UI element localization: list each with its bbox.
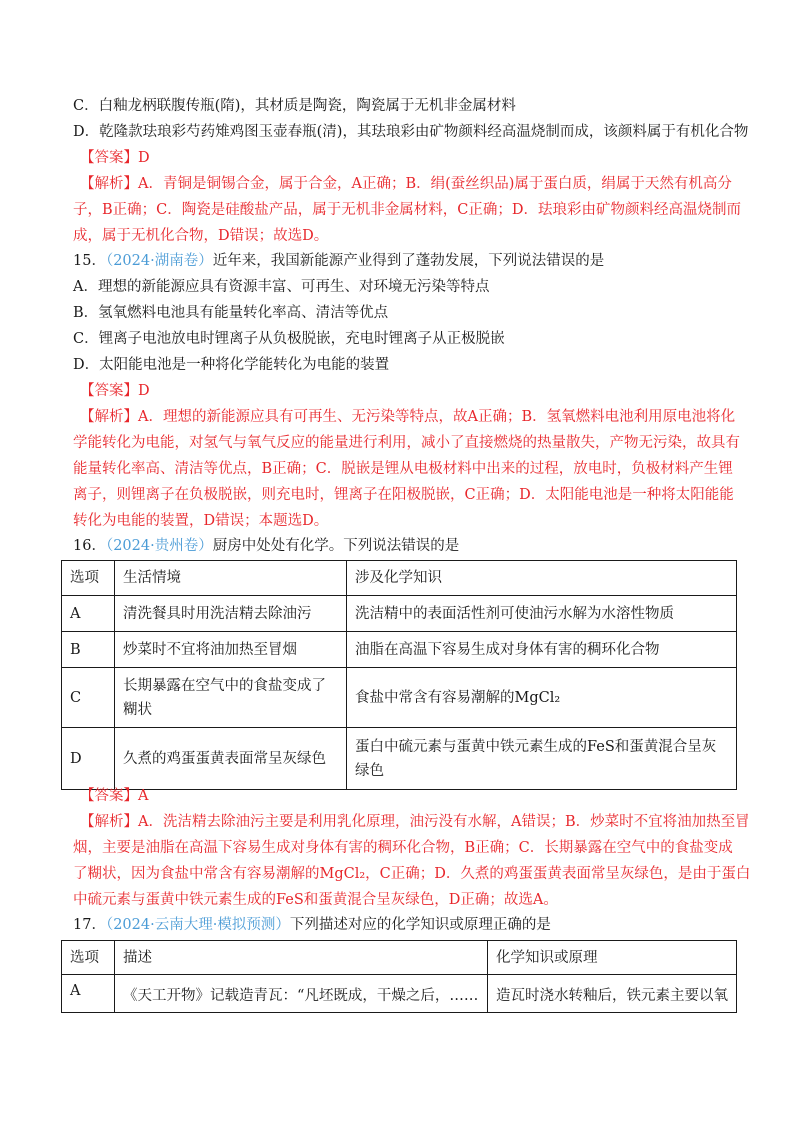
q17-table-header-row xyxy=(62,941,737,975)
table-row xyxy=(62,728,737,790)
q17-row-a-description: 《天工开物》记载造青瓦：“凡坯既成，干燥之后，…… xyxy=(115,975,488,1013)
q17-row-a-option: A xyxy=(62,975,115,1013)
q17-source: （2024·云南大理·模拟预测） xyxy=(105,917,290,933)
q17-table xyxy=(61,940,737,1013)
q16-row-a-knowledge: 洗洁精中的表面活性剂可使油污水解为水溶性物质 xyxy=(347,596,737,632)
q15-stem-line xyxy=(73,251,604,271)
q15-option-a: A．理想的新能源应具有资源丰富、可再生、对环境无污染等特点 xyxy=(73,279,490,295)
q16-table-header-row xyxy=(62,561,737,596)
q14-analysis-line-3: 成，属于无机化合物，D错误；故选D。 xyxy=(73,228,329,244)
q14-answer: 【答案】D xyxy=(80,150,150,166)
q16-header-option: 选项 xyxy=(62,561,115,596)
q17-header-description: 描述 xyxy=(115,941,488,975)
q16-row-c-scenario: 长期暴露在空气中的食盐变成了糊状 xyxy=(115,668,347,728)
q16-analysis-line-3: 了糊状，因为食盐中常含有容易潮解的MgCl₂，C正确；D．久煮的鸡蛋蛋黄表面常呈灰绿色，是由于蛋白 xyxy=(73,866,751,882)
q16-number: 16． xyxy=(73,538,106,554)
q15-analysis-line-4: 离子，则锂离子在负极脱嵌，则充电时，锂离子在阳极脱嵌，C正确；D．太阳能电池是一种将太阳能能 xyxy=(73,487,734,503)
q16-header-knowledge: 涉及化学知识 xyxy=(347,561,737,596)
table-row xyxy=(62,668,737,728)
q15-option-c: C．锂离子电池放电时锂离子从负极脱嵌，充电时锂离子从正极脱嵌 xyxy=(73,331,505,347)
table-row xyxy=(62,596,737,632)
q15-answer: 【答案】D xyxy=(80,383,150,399)
q16-row-b-option: B xyxy=(62,632,115,668)
q16-analysis-line-1: 【解析】A．洗洁精去除油污主要是利用乳化原理，油污没有水解，A错误；B．炒菜时不宜将油加热至冒 xyxy=(80,814,750,830)
q16-row-d-scenario: 久煮的鸡蛋蛋黄表面常呈灰绿色 xyxy=(115,728,347,790)
q15-analysis-line-5: 转化为电能的装置，D错误；本题选D。 xyxy=(73,513,329,529)
q14-option-c: C．白釉龙柄联腹传瓶(隋)，其材质是陶瓷，陶瓷属于无机非金属材料 xyxy=(73,98,516,114)
table-row xyxy=(62,632,737,668)
q16-row-b-knowledge: 油脂在高温下容易生成对身体有害的稠环化合物 xyxy=(347,632,737,668)
q16-analysis-line-2: 烟，主要是油脂在高温下容易生成对身体有害的稠环化合物，B正确；C．长期暴露在空气中的食盐变成 xyxy=(73,840,733,856)
q16-stem-line xyxy=(73,536,459,556)
q17-header-principle: 化学知识或原理 xyxy=(488,941,737,975)
q16-row-c-option: C xyxy=(62,668,115,728)
q16-row-c-knowledge: 食盐中常含有容易潮解的MgCl₂ xyxy=(347,668,737,728)
q16-row-a-scenario: 清洗餐具时用洗洁精去除油污 xyxy=(115,596,347,632)
q17-stem: 下列描述对应的化学知识或原理正确的是 xyxy=(289,917,551,933)
q15-analysis-line-2: 学能转化为电能，对氢气与氧气反应的能量进行利用，减小了直接燃烧的热量散失，产物无污染，故具有 xyxy=(73,435,740,451)
table-row xyxy=(62,975,737,1013)
q16-answer: 【答案】A xyxy=(80,788,149,804)
q16-stem: 厨房中处处有化学。下列说法错误的是 xyxy=(212,538,460,554)
q16-row-d-option: D xyxy=(62,728,115,790)
q14-analysis-line-2: 子，B正确；C．陶瓷是硅酸盐产品，属于无机非金属材料，C正确；D．珐琅彩由矿物颜料经高温烧制而 xyxy=(73,202,741,218)
q15-analysis-line-3: 能量转化率高、清洁等优点，B正确；C．脱嵌是锂从电极材料中出来的过程，放电时，负极材料产生锂 xyxy=(73,461,733,477)
q16-analysis-line-4: 中硫元素与蛋黄中铁元素生成的FeS和蛋黄混合呈灰绿色，D正确；故选A。 xyxy=(73,892,558,908)
q16-source: （2024·贵州卷） xyxy=(105,538,213,554)
q17-row-a-principle: 造瓦时浇水转釉后，铁元素主要以氧 xyxy=(488,975,737,1013)
q16-row-a-option: A xyxy=(62,596,115,632)
q14-option-d: D．乾隆款珐琅彩芍药雉鸡图玉壶春瓶(清)，其珐琅彩由矿物颜料经高温烧制而成，该颜料属于有机化合物 xyxy=(73,124,749,140)
q15-option-b: B．氢氧燃料电池具有能量转化率高、清洁等优点 xyxy=(73,305,389,321)
q16-row-d-knowledge: 蛋白中硫元素与蛋黄中铁元素生成的FeS和蛋黄混合呈灰绿色 xyxy=(347,728,737,790)
q14-analysis-line-1: 【解析】A．青铜是铜锡合金，属于合金，A正确；B．绢(蚕丝织品)属于蛋白质，绢属于天然有机高分 xyxy=(80,176,732,192)
q15-source: （2024·湖南卷） xyxy=(105,253,213,269)
q15-analysis-line-1: 【解析】A．理想的新能源应具有可再生、无污染等特点，故A正确；B．氢氧燃料电池利用原电池将化 xyxy=(80,409,736,425)
q16-row-b-scenario: 炒菜时不宜将油加热至冒烟 xyxy=(115,632,347,668)
q15-number: 15． xyxy=(73,253,106,269)
q15-stem: 近年来，我国新能源产业得到了蓬勃发展，下列说法错误的是 xyxy=(212,253,605,269)
q17-header-option: 选项 xyxy=(62,941,115,975)
q16-table xyxy=(61,560,737,790)
q17-stem-line xyxy=(73,915,551,935)
q15-option-d: D．太阳能电池是一种将化学能转化为电能的装置 xyxy=(73,357,390,373)
q17-number: 17． xyxy=(73,917,106,933)
q16-header-scenario: 生活情境 xyxy=(115,561,347,596)
